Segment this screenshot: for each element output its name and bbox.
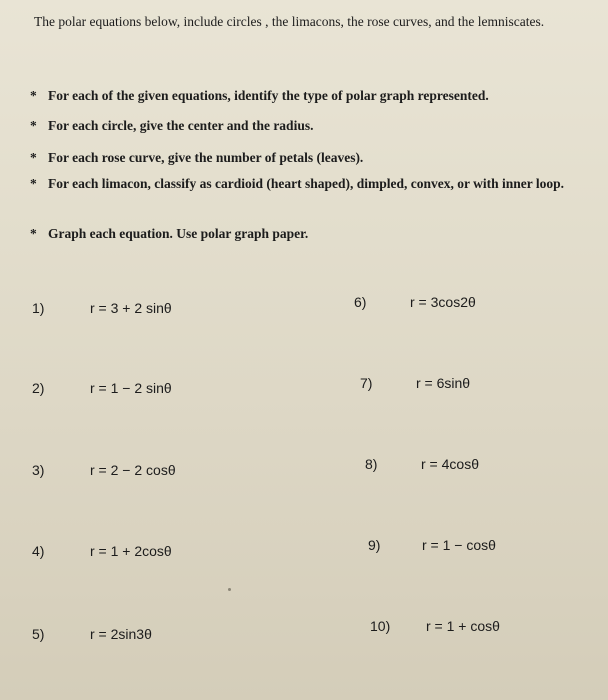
instruction-item xyxy=(30,118,600,134)
problem-number: 7) xyxy=(360,375,373,391)
bullet-star: * xyxy=(30,226,37,241)
problem-number: 3) xyxy=(32,462,45,478)
problem-number: 1) xyxy=(32,300,45,316)
bullet-star: * xyxy=(30,118,37,133)
problem-number: 10) xyxy=(370,618,391,634)
instruction-item xyxy=(30,150,600,166)
bullet-star: * xyxy=(30,150,37,165)
polar-equation: r = 2sin3θ xyxy=(90,626,152,642)
polar-equation: r = 6sinθ xyxy=(416,375,471,391)
instruction-item xyxy=(30,176,600,192)
intro-text: The polar equations below, include circles , the limacons, the rose curves, and the lemniscates. xyxy=(34,14,545,29)
problem-number: 5) xyxy=(32,626,45,642)
polar-equation: r = 3cos2θ xyxy=(410,294,476,310)
bullet-star: * xyxy=(30,88,37,103)
bullet-star: * xyxy=(30,176,37,191)
instruction-text: For each circle, give the center and the radius. xyxy=(48,118,314,133)
polar-equation: r = 1 − cosθ xyxy=(422,537,496,553)
polar-equation: r = 4cosθ xyxy=(421,456,479,472)
instruction-text: For each limacon, classify as cardioid (heart shaped), dimpled, convex, or with inner loop. xyxy=(48,176,565,191)
polar-equation: r = 3 + 2 sinθ xyxy=(90,300,172,316)
instruction-text: Graph each equation. Use polar graph paper. xyxy=(48,226,309,241)
instruction-text: For each of the given equations, identify the type of polar graph represented. xyxy=(48,88,489,103)
problem-number: 8) xyxy=(365,456,378,472)
instruction-item xyxy=(30,226,600,242)
instruction-text: For each rose curve, give the number of petals (leaves). xyxy=(48,150,364,165)
problem-number: 2) xyxy=(32,380,45,396)
polar-equation: r = 1 + 2cosθ xyxy=(90,543,172,559)
instruction-item xyxy=(30,88,600,104)
polar-equation: r = 2 − 2 cosθ xyxy=(90,462,176,478)
problem-number: 4) xyxy=(32,543,45,559)
problem-number: 6) xyxy=(354,294,367,310)
paper-speck xyxy=(228,588,231,591)
polar-equation: r = 1 + cosθ xyxy=(426,618,500,634)
polar-equation: r = 1 − 2 sinθ xyxy=(90,380,172,396)
problem-number: 9) xyxy=(368,537,381,553)
